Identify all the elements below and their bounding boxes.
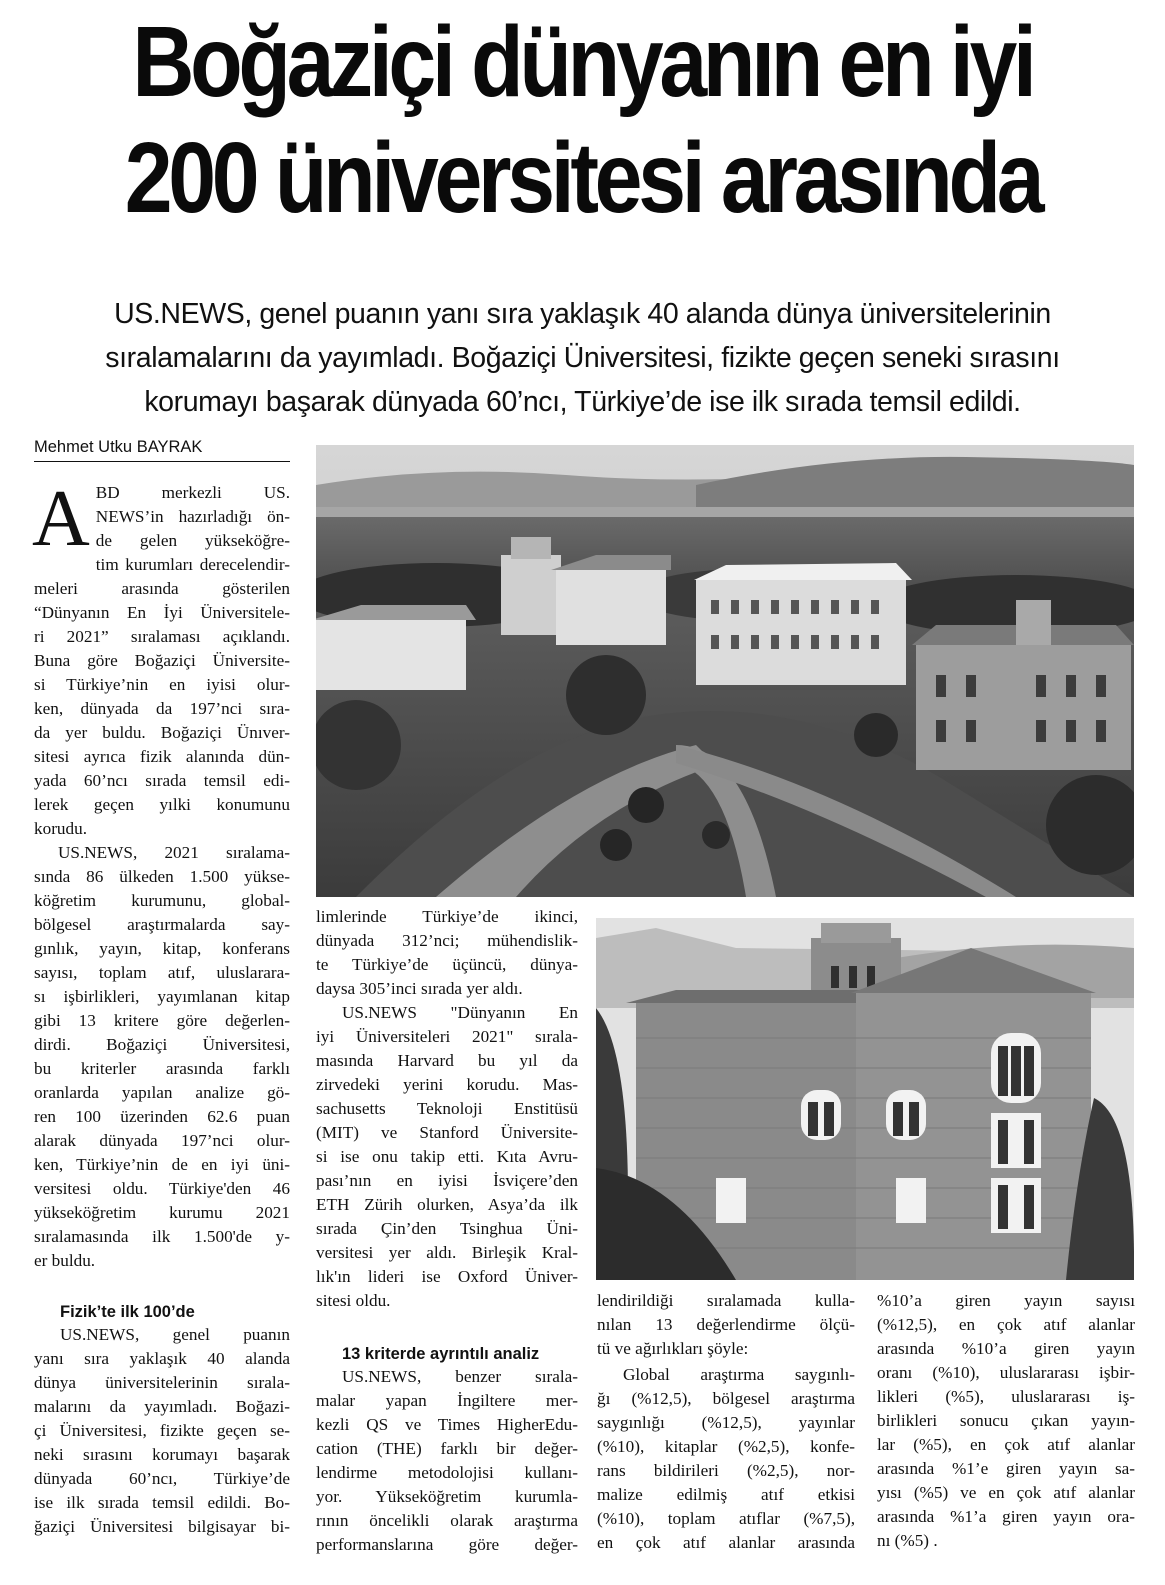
text-line: lerek geçen yılki konumunu bbox=[34, 795, 290, 814]
text-line: dünyada 60’ncı, Türkiye’de bbox=[34, 1469, 290, 1488]
text-line: nı (%5) . bbox=[877, 1531, 938, 1550]
text-line: dünya üniversitelerinin sırala- bbox=[34, 1373, 290, 1392]
text-line: de gelen yükseköğre- bbox=[95, 531, 290, 550]
text-line: US.NEWS, benzer sırala- bbox=[342, 1367, 578, 1386]
text-line: arasında %1’a giren yayın ora- bbox=[877, 1507, 1135, 1526]
text-line: rans bildirileri (%2,5), nor- bbox=[597, 1461, 855, 1480]
col2-paragraph-3 bbox=[316, 1365, 578, 1557]
text-line: köğretim kurumunu, global- bbox=[34, 891, 290, 910]
column-1 bbox=[32, 475, 290, 1539]
text-line: kezli QS ve Times HigherEdu- bbox=[316, 1415, 578, 1434]
deck-line-2: sıralamalarını da yayımladı. Boğaziçi Üniversitesi, fizikte geçen seneki sırasını bbox=[105, 342, 1060, 374]
text-line: korudu. bbox=[34, 819, 87, 838]
text-line: si Türkiye’nin en iyisi olur- bbox=[34, 675, 290, 694]
byline: Mehmet Utku BAYRAK bbox=[34, 436, 290, 462]
text-line: oranlarda yapılan analize gö- bbox=[34, 1083, 290, 1102]
text-line: sitesi oldu. bbox=[316, 1291, 391, 1310]
text-line: lık'ın lideri ise Oxford Üniver- bbox=[316, 1267, 578, 1286]
text-line: lendirildiği sıralamada kulla- bbox=[597, 1291, 855, 1310]
text-line: %10’a giren yayın sayısı bbox=[877, 1291, 1135, 1310]
text-line: versitesi yer aldı. Birleşik Kral- bbox=[316, 1243, 578, 1262]
text-line: oranı (%10), uluslararası işbir- bbox=[877, 1363, 1135, 1382]
col4-paragraph-1 bbox=[877, 1289, 1135, 1553]
text-line: Buna göre Boğaziçi Üniversite- bbox=[34, 651, 290, 670]
text-line: saygınlığı (%12,5), yayınlar bbox=[597, 1413, 855, 1432]
text-line: likleri (%5), uluslararası iş- bbox=[877, 1387, 1135, 1406]
text-line: ren 100 üzerinden 62.6 puan bbox=[34, 1107, 290, 1126]
text-line: bölgesel araştırmalarda say- bbox=[34, 915, 290, 934]
text-line: iyi Üniversiteleri 2021" sırala- bbox=[316, 1027, 578, 1046]
text-line: birlikleri sonucu çıkan yayın- bbox=[877, 1411, 1135, 1430]
col1-paragraph-2-body bbox=[34, 865, 290, 1273]
text-line: si ise onu takip etti. Kıta Avru- bbox=[316, 1147, 578, 1166]
deck bbox=[20, 292, 1145, 424]
text-line: bu kriterler arasında farklı bbox=[34, 1059, 290, 1078]
text-line: US.NEWS, 2021 sıralama- bbox=[58, 843, 290, 862]
col3-paragraph-2 bbox=[597, 1363, 855, 1555]
text-line: dirdi. Boğaziçi Üniversitesi, bbox=[34, 1035, 290, 1054]
text-line: (MIT) ve Stanford Üniversite- bbox=[316, 1123, 578, 1142]
text-line: tü ve ağırlıkları şöyle: bbox=[597, 1339, 749, 1358]
text-line: gınlık, yayın, kitap, konferans bbox=[34, 939, 290, 958]
text-line: pası’nın en iyisi İsviçere’den bbox=[316, 1171, 578, 1190]
text-line: “Dünyanın En İyi Üniversitele- bbox=[34, 603, 290, 622]
text-line: US.NEWS "Dünyanın En bbox=[342, 1003, 578, 1022]
campus-aerial-photo bbox=[316, 445, 1134, 897]
col2-paragraph-1 bbox=[316, 905, 578, 1001]
col2-paragraph-2 bbox=[316, 1001, 578, 1313]
text-line: lar (%5), en çok atıf alanlar bbox=[877, 1435, 1135, 1454]
text-line: ken, Türkiye’nin de en iyi üni- bbox=[34, 1155, 290, 1174]
text-line: arasında %10’a giren yayın bbox=[877, 1339, 1135, 1358]
text-line: yısı (%5) ve en çok atıf alanlar bbox=[877, 1483, 1135, 1502]
text-line: malar yapan İngiltere mer- bbox=[316, 1391, 578, 1410]
historic-building-illustration bbox=[596, 918, 1134, 1280]
text-line: US.NEWS, genel puanın bbox=[60, 1325, 290, 1344]
text-line: limlerinde Türkiye’de ikinci, bbox=[316, 907, 578, 926]
text-line: BD merkezli US. bbox=[95, 483, 290, 502]
text-line: malize edilmiş atıf etkisi bbox=[597, 1485, 855, 1504]
column-4 bbox=[877, 1289, 1135, 1553]
text-line: malarını da yayımladı. Boğazi- bbox=[34, 1397, 290, 1416]
text-line: gibi 13 kritere göre değerlen- bbox=[34, 1011, 290, 1030]
text-line: yor. Yükseköğretim kurumla- bbox=[316, 1487, 578, 1506]
campus-aerial-illustration bbox=[316, 445, 1134, 897]
text-line: (%10), kitaplar (%2,5), konfe- bbox=[597, 1437, 855, 1456]
text-line: da yer buldu. Boğaziçi Ünıver- bbox=[34, 723, 290, 742]
text-line: çi Üniversitesi, fizikte geçen se- bbox=[34, 1421, 290, 1440]
text-line: ise ilk sırada temsil edildi. Bo- bbox=[34, 1493, 290, 1512]
text-line: ken, dünyada da 197’nci sıra- bbox=[34, 699, 290, 718]
text-line: yanı sıra yaklaşık 40 alanda bbox=[34, 1349, 290, 1368]
text-line: nılan 13 değerlendirme ölçü- bbox=[597, 1315, 855, 1334]
text-line: sında 86 ülkeden 1.500 yükse- bbox=[34, 867, 290, 886]
headline-line-2: 200 üniversitesi arasında bbox=[124, 122, 1041, 234]
column-2 bbox=[316, 905, 578, 1557]
text-line: daysa 305’inci sırada yer aldı. bbox=[316, 979, 523, 998]
deck-line-3: korumayı başarak dünyada 60’ncı, Türkiye’de ise ilk sırada temsil edildi. bbox=[144, 386, 1021, 418]
text-line: yada 60’ncı sırada temsil edi- bbox=[34, 771, 290, 790]
text-line: sachusetts Teknoloji Enstitüsü bbox=[316, 1099, 578, 1118]
text-line: ETH Zürih olurken, Asya’da ilk bbox=[316, 1195, 578, 1214]
col1-paragraph-2 bbox=[34, 841, 290, 865]
col1-paragraph-3 bbox=[34, 1323, 290, 1539]
text-line: te Türkiye’de üçüncü, dünya- bbox=[316, 955, 578, 974]
text-line: meleri arasında gösterilen bbox=[34, 579, 290, 598]
text-line: zirvedeki yerini korudu. Mas- bbox=[316, 1075, 578, 1094]
subheading-fizik: Fizik’te ilk 100’de bbox=[60, 1303, 195, 1321]
text-line: yükseköğretim kurumu 2021 bbox=[34, 1203, 290, 1222]
text-line: performanslarına göre değer- bbox=[316, 1535, 578, 1554]
dropcap: A bbox=[32, 475, 90, 563]
column-3 bbox=[597, 1289, 855, 1555]
text-line: sı işbirlikleri, yayımlanan kitap bbox=[34, 987, 290, 1006]
text-line: cation (THE) farklı bir değer- bbox=[316, 1439, 578, 1458]
col3-paragraph-1 bbox=[597, 1289, 855, 1361]
text-line: sırada Çin’den Tsinghua Üni- bbox=[316, 1219, 578, 1238]
headline-line-1: Boğaziçi dünyanın en iyi bbox=[132, 6, 1033, 118]
text-line: ğı (%12,5), bölgesel araştırma bbox=[597, 1389, 855, 1408]
historic-building-photo bbox=[596, 918, 1134, 1280]
text-line: alarak dünyada 197’nci olur- bbox=[34, 1131, 290, 1150]
text-line: masında Harvard bu yıl da bbox=[316, 1051, 578, 1070]
text-line: ğaziçi Üniversitesi bilgisayar bi- bbox=[34, 1517, 290, 1536]
text-line: arasında %1’e giren yayın sa- bbox=[877, 1459, 1135, 1478]
text-line: dünyada 312’nci; mühendislik- bbox=[316, 931, 578, 950]
headline bbox=[82, 4, 1084, 236]
text-line: ri 2021” sıralaması açıklandı. bbox=[34, 627, 290, 646]
text-line: (%10), toplam atıflar (%7,5), bbox=[597, 1509, 855, 1528]
text-line: lendirme metodolojisi kullanı- bbox=[316, 1463, 578, 1482]
text-line: NEWS’in hazırladığı ön- bbox=[95, 507, 290, 526]
text-line: neki sırasını korumayı başarak bbox=[34, 1445, 290, 1464]
subheading-kriter: 13 kriterde ayrıntılı analiz bbox=[342, 1345, 540, 1363]
text-line: versitesi oldu. Türkiye'den 46 bbox=[34, 1179, 290, 1198]
text-line: Global araştırma saygınlı- bbox=[623, 1365, 855, 1384]
text-line: (%12,5), en çok atıf alanlar bbox=[877, 1315, 1135, 1334]
text-line: er buldu. bbox=[34, 1251, 96, 1270]
text-line: tim kurumları derecelendir- bbox=[95, 555, 290, 574]
text-line: en çok atıf alanlar arasında bbox=[597, 1533, 855, 1552]
deck-line-1: US.NEWS, genel puanın yanı sıra yaklaşık 40 alanda dünya üniversitelerinin bbox=[114, 298, 1051, 330]
text-line: sıralamasında ilk 1.500'de y- bbox=[34, 1227, 290, 1246]
text-line: sitesi ayrıca fizik alanında dün- bbox=[34, 747, 290, 766]
text-line: rının öncelikli olarak araştırma bbox=[316, 1511, 578, 1530]
text-line: sayısı, toplam atıf, uluslarara- bbox=[34, 963, 290, 982]
